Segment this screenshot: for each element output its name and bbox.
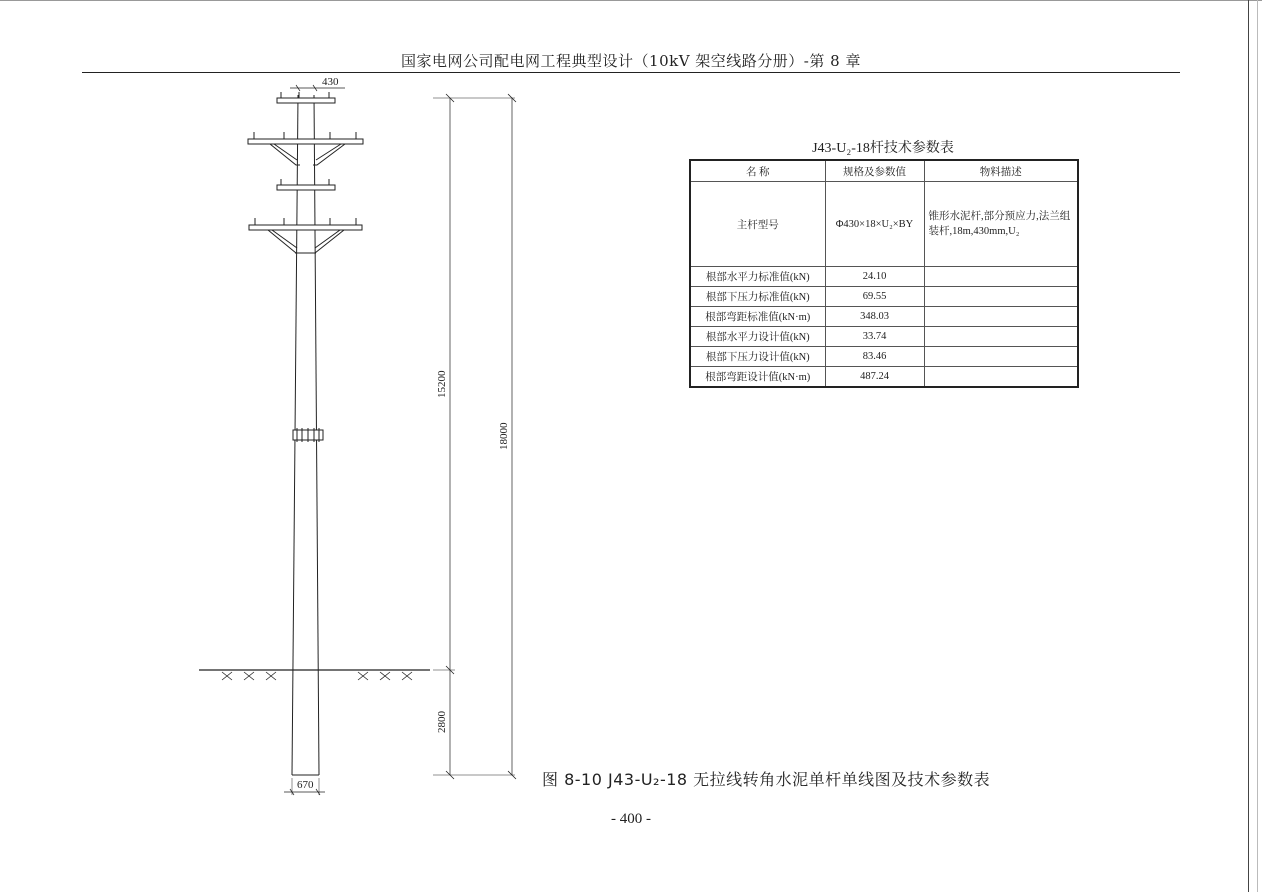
param-table-title: J43-U₂-18杆技术参数表 [812, 141, 954, 156]
table-header-row [690, 160, 1078, 182]
cell-name: 根部水平力设计值(kN) [690, 327, 825, 347]
column-header-desc: 物料描述 [924, 160, 1078, 182]
page-header-title: 国家电网公司配电网工程典型设计（10kV 架空线路分册）-第 8 章 [401, 52, 861, 70]
bottom-width-label: 670 [297, 779, 314, 791]
cell-name: 根部弯距标准值(kN·m) [690, 307, 825, 327]
figure-caption: 图 8-10 J43-U₂-18 无拉线转角水泥单杆单线图及技术参数表 [542, 770, 991, 789]
cell-desc [924, 267, 1078, 287]
cell-value: 487.24 [825, 367, 924, 388]
cell-value: 69.55 [825, 287, 924, 307]
table-row [690, 327, 1078, 347]
table-row [690, 307, 1078, 327]
lower-crossarm [249, 225, 362, 230]
ground-hatching [222, 672, 412, 680]
table-row [690, 287, 1078, 307]
top-crossarm [277, 98, 335, 103]
cell-desc [924, 327, 1078, 347]
table-row [690, 367, 1078, 388]
cell-value: 33.74 [825, 327, 924, 347]
param-table [689, 159, 1079, 388]
above-ground-height-label: 15200 [436, 370, 448, 398]
cell-desc [924, 347, 1078, 367]
cell-desc [924, 307, 1078, 327]
table-row [690, 347, 1078, 367]
cell-value: 83.46 [825, 347, 924, 367]
column-header-name: 名 称 [690, 160, 825, 182]
cell-name: 主杆型号 [690, 182, 825, 267]
cell-desc [924, 367, 1078, 388]
total-height-label: 18000 [498, 422, 510, 450]
cell-desc: 锥形水泥杆,部分预应力,法兰组装杆,18m,430mm,U₂ [924, 182, 1078, 267]
cell-value: 24.10 [825, 267, 924, 287]
cell-desc [924, 287, 1078, 307]
cell-name: 根部下压力标准值(kN) [690, 287, 825, 307]
table-row [690, 267, 1078, 287]
cell-name: 根部水平力标准值(kN) [690, 267, 825, 287]
cell-name: 根部弯距设计值(kN·m) [690, 367, 825, 388]
top-width-label: 430 [322, 76, 339, 88]
table-row-main-pole [690, 182, 1078, 267]
cell-value: 348.03 [825, 307, 924, 327]
page-number: - 400 - [611, 811, 651, 827]
middle-crossarm [277, 185, 335, 190]
buried-depth-label: 2800 [436, 711, 448, 733]
column-header-value: 规格及参数值 [825, 160, 924, 182]
cell-value: Φ430×18×U₂×BY [825, 182, 924, 267]
upper-crossarm [248, 139, 363, 144]
cell-name: 根部下压力设计值(kN) [690, 347, 825, 367]
